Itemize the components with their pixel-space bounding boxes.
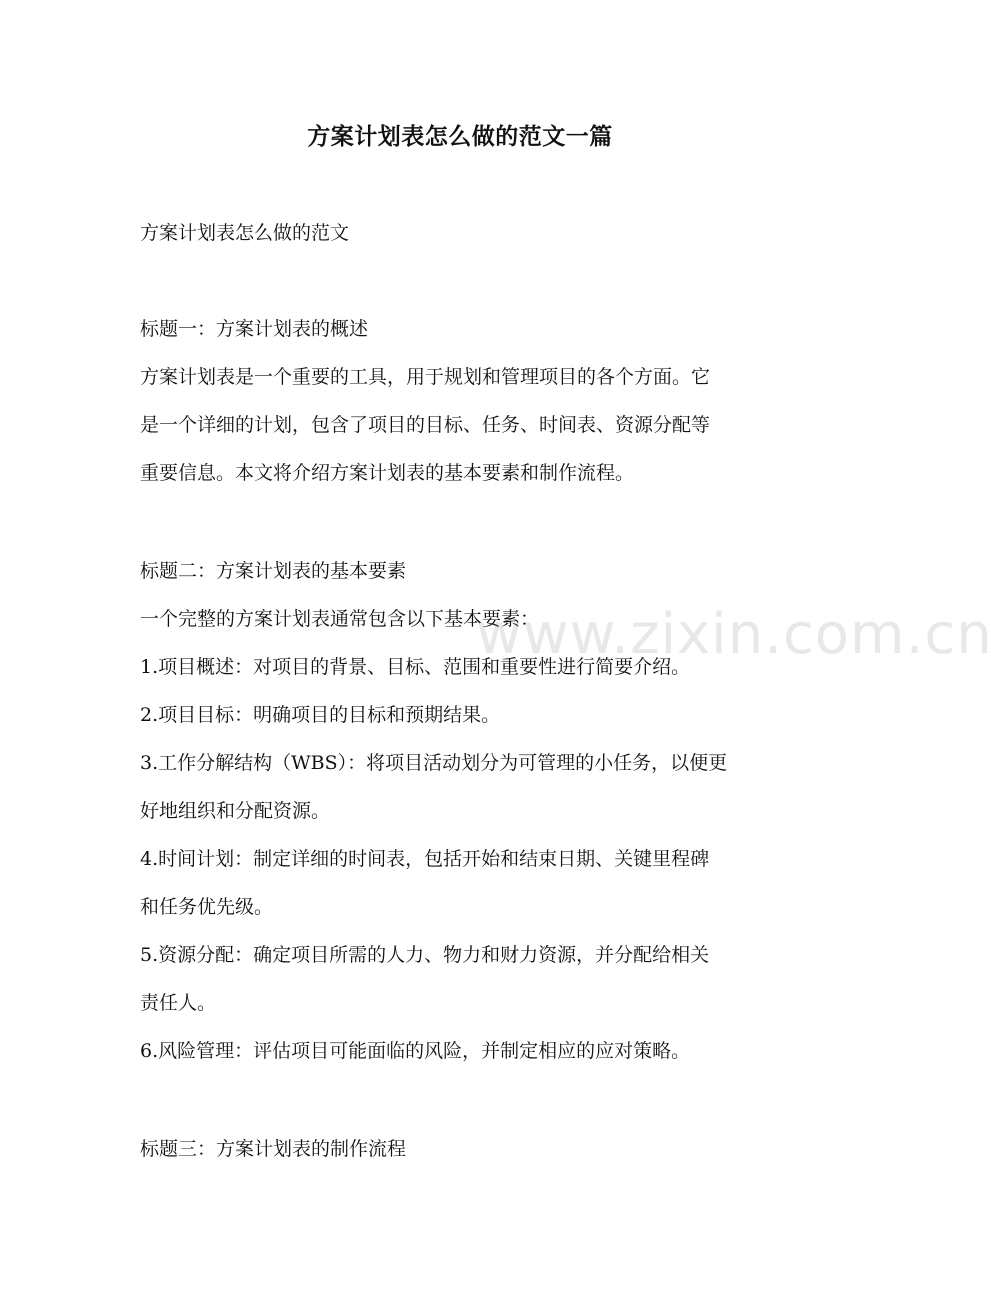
list-item: 3.工作分解结构（WBS）：将项目活动划分为可管理的小任务，以便更 — [140, 752, 728, 774]
document-title: 方案计划表怎么做的范文一篇 — [307, 123, 613, 150]
paragraph-line: 一个完整的方案计划表通常包含以下基本要素： — [140, 608, 540, 630]
paragraph-line: 是一个详细的计划，包含了项目的目标、任务、时间表、资源分配等 — [140, 414, 711, 436]
paragraph-line: 重要信息。本文将介绍方案计划表的基本要素和制作流程。 — [140, 462, 635, 484]
list-item: 1.项目概述：对项目的背景、目标、范围和重要性进行简要介绍。 — [140, 656, 691, 678]
paragraph-line: 方案计划表是一个重要的工具，用于规划和管理项目的各个方面。它 — [140, 366, 711, 388]
list-item: 6.风险管理：评估项目可能面临的风险，并制定相应的应对策略。 — [140, 1040, 691, 1062]
list-item: 2.项目目标：明确项目的目标和预期结果。 — [140, 704, 501, 726]
list-item-continuation: 和任务优先级。 — [140, 896, 274, 918]
section-heading-3: 标题三：方案计划表的制作流程 — [140, 1138, 407, 1160]
list-item: 4.时间计划：制定详细的时间表，包括开始和结束日期、关键里程碑 — [140, 848, 710, 870]
section-heading-1: 标题一：方案计划表的概述 — [140, 318, 369, 340]
document-subtitle: 方案计划表怎么做的范文 — [140, 222, 350, 244]
watermark: www.zixin.com.cn — [476, 602, 993, 667]
list-item-continuation: 责任人。 — [140, 992, 217, 1014]
list-item-continuation: 好地组织和分配资源。 — [140, 800, 331, 822]
list-item: 5.资源分配：确定项目所需的人力、物力和财力资源，并分配给相关 — [140, 944, 710, 966]
section-heading-2: 标题二：方案计划表的基本要素 — [140, 560, 407, 582]
